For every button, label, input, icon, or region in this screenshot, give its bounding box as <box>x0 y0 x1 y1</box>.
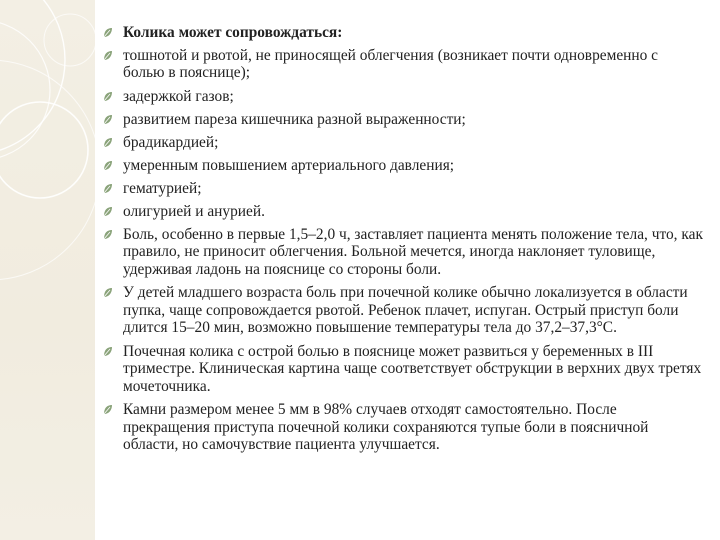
item-text: гематурией; <box>123 180 202 197</box>
leaf-bullet-icon <box>103 183 113 194</box>
leaf-bullet-icon <box>103 160 113 171</box>
slide-content <box>103 24 703 460</box>
item-text: У детей младшего возраста боль при почечной колике обычно локализуется в области пупка, чаще сопровождается рвотой. Ребенок плачет, испуган. Острый приступ боли длится 15–20 мин, возможно повышение температуры тела до 37,2–37,3°C. <box>123 284 688 337</box>
list-item <box>103 134 703 151</box>
decorative-arcs <box>0 0 95 540</box>
item-text: Колика может сопровождаться: <box>123 24 343 41</box>
item-text: развитием пареза кишечника разной выраженности; <box>123 111 466 128</box>
leaf-bullet-icon <box>103 114 113 125</box>
list-item <box>103 47 703 82</box>
item-text: умеренным повышением артериального давления; <box>123 157 455 174</box>
item-text: олигурией и анурией. <box>123 203 265 220</box>
list-item <box>103 180 703 197</box>
bullet-list <box>103 24 703 453</box>
list-item <box>103 157 703 174</box>
item-text: Камни размером менее 5 мм в 98% случаев отходят самостоятельно. После прекращения приступа почечной колики сохраняются тупые боли в поясничной области, но самочувствие пациента улучшается. <box>123 401 649 454</box>
item-text: брадикардией; <box>123 134 219 151</box>
list-item <box>103 111 703 128</box>
list-item <box>103 284 703 336</box>
leaf-bullet-icon <box>103 287 113 298</box>
item-text: задержкой газов; <box>123 88 234 105</box>
item-text: Почечная колика с острой болью в пояснице может развиться у беременных в III триместре. Клиническая картина чаще соответствует обструкции в верхних двух третях мочеточника. <box>123 342 702 395</box>
list-item <box>103 24 703 41</box>
list-item <box>103 343 703 395</box>
leaf-bullet-icon <box>103 50 113 61</box>
leaf-bullet-icon <box>103 346 113 357</box>
item-text: тошнотой и рвотой, не приносящей облегчения (возникает почти одновременно с болью в пояснице); <box>123 47 659 82</box>
leaf-bullet-icon <box>103 137 113 148</box>
item-text: Боль, особенно в первые 1,5–2,0 ч, заставляет пациента менять положение тела, что, как правило, не приносит облегчения. Больной мечется, иногда наклоняет туловище, удерживая ладонь на пояснице со стороны боли. <box>123 226 703 278</box>
leaf-bullet-icon <box>103 91 113 102</box>
leaf-bullet-icon <box>103 27 113 38</box>
decorative-side-band <box>0 0 95 540</box>
list-item <box>103 88 703 105</box>
list-item <box>103 203 703 220</box>
leaf-bullet-icon <box>103 404 113 415</box>
list-item <box>103 401 703 453</box>
list-item <box>103 226 703 278</box>
leaf-bullet-icon <box>103 229 113 240</box>
leaf-bullet-icon <box>103 206 113 217</box>
